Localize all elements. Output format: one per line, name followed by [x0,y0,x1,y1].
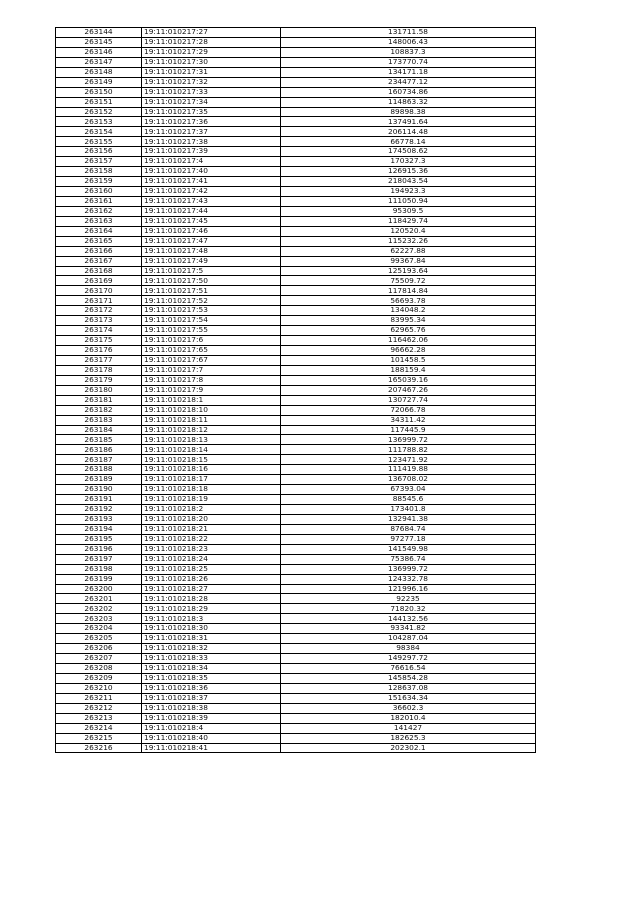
cadastral-number-cell: 19:11:010217:27 [142,28,281,38]
row-id-cell: 263199 [56,574,142,584]
table-row [56,365,536,375]
amount-cell: 202302.1 [281,743,536,753]
table-row [56,326,536,336]
data-table [55,27,536,753]
cadastral-number-cell: 19:11:010218:23 [142,544,281,554]
row-id-cell: 263173 [56,316,142,326]
table-row [56,713,536,723]
table-row [56,723,536,733]
amount-cell: 62965.76 [281,326,536,336]
table-row [56,435,536,445]
table-row [56,296,536,306]
cadastral-number-cell: 19:11:010218:36 [142,683,281,693]
row-id-cell: 263180 [56,385,142,395]
cadastral-number-cell: 19:11:010218:16 [142,465,281,475]
amount-cell: 97277.18 [281,534,536,544]
row-id-cell: 263196 [56,544,142,554]
table-row [56,425,536,435]
row-id-cell: 263210 [56,683,142,693]
amount-cell: 99367.84 [281,256,536,266]
row-id-cell: 263184 [56,425,142,435]
row-id-cell: 263169 [56,276,142,286]
row-id-cell: 263171 [56,296,142,306]
cadastral-number-cell: 19:11:010218:32 [142,644,281,654]
row-id-cell: 263200 [56,584,142,594]
cadastral-number-cell: 19:11:010218:20 [142,514,281,524]
table-row [56,167,536,177]
cadastral-number-cell: 19:11:010217:30 [142,57,281,67]
table-row [56,47,536,57]
row-id-cell: 263164 [56,226,142,236]
cadastral-number-cell: 19:11:010217:32 [142,77,281,87]
row-id-cell: 263192 [56,505,142,515]
table-row [56,246,536,256]
row-id-cell: 263147 [56,57,142,67]
row-id-cell: 263208 [56,664,142,674]
row-id-cell: 263151 [56,97,142,107]
cadastral-number-cell: 19:11:010218:41 [142,743,281,753]
amount-cell: 136999.72 [281,435,536,445]
row-id-cell: 263211 [56,693,142,703]
amount-cell: 116462.06 [281,336,536,346]
table-row [56,28,536,38]
row-id-cell: 263206 [56,644,142,654]
table-row [56,375,536,385]
row-id-cell: 263215 [56,733,142,743]
table-row [56,107,536,117]
amount-cell: 234477.12 [281,77,536,87]
amount-cell: 95309.5 [281,206,536,216]
cadastral-number-cell: 19:11:010217:48 [142,246,281,256]
table-row [56,355,536,365]
cadastral-number-cell: 19:11:010217:42 [142,187,281,197]
table-row [56,475,536,485]
table-row [56,495,536,505]
cadastral-number-cell: 19:11:010217:8 [142,375,281,385]
amount-cell: 136708.02 [281,475,536,485]
amount-cell: 173401.8 [281,505,536,515]
row-id-cell: 263176 [56,346,142,356]
cadastral-number-cell: 19:11:010218:30 [142,624,281,634]
amount-cell: 117814.84 [281,286,536,296]
amount-cell: 120520.4 [281,226,536,236]
row-id-cell: 263156 [56,147,142,157]
row-id-cell: 263148 [56,67,142,77]
amount-cell: 62227.88 [281,246,536,256]
amount-cell: 136999.72 [281,564,536,574]
amount-cell: 114863.32 [281,97,536,107]
cadastral-number-cell: 19:11:010217:5 [142,266,281,276]
row-id-cell: 263179 [56,375,142,385]
table-row [56,306,536,316]
cadastral-number-cell: 19:11:010217:53 [142,306,281,316]
amount-cell: 72066.78 [281,405,536,415]
table-row [56,346,536,356]
row-id-cell: 263213 [56,713,142,723]
amount-cell: 92235 [281,594,536,604]
row-id-cell: 263205 [56,634,142,644]
row-id-cell: 263189 [56,475,142,485]
cadastral-number-cell: 19:11:010217:67 [142,355,281,365]
cadastral-number-cell: 19:11:010217:31 [142,67,281,77]
cadastral-number-cell: 19:11:010217:49 [142,256,281,266]
amount-cell: 104287.04 [281,634,536,644]
table-row [56,673,536,683]
table-row [56,654,536,664]
table-row [56,405,536,415]
amount-cell: 149297.72 [281,654,536,664]
table-row [56,137,536,147]
cadastral-number-cell: 19:11:010218:12 [142,425,281,435]
cadastral-number-cell: 19:11:010217:38 [142,137,281,147]
table-row [56,465,536,475]
amount-cell: 125193.64 [281,266,536,276]
amount-cell: 174508.62 [281,147,536,157]
cadastral-number-cell: 19:11:010218:22 [142,534,281,544]
table-row [56,177,536,187]
cadastral-number-cell: 19:11:010217:50 [142,276,281,286]
row-id-cell: 263159 [56,177,142,187]
row-id-cell: 263158 [56,167,142,177]
cadastral-number-cell: 19:11:010218:24 [142,554,281,564]
cadastral-number-cell: 19:11:010217:41 [142,177,281,187]
table-row [56,286,536,296]
amount-cell: 182625.3 [281,733,536,743]
table-row [56,524,536,534]
cadastral-number-cell: 19:11:010217:6 [142,336,281,346]
cadastral-number-cell: 19:11:010217:46 [142,226,281,236]
row-id-cell: 263181 [56,395,142,405]
row-id-cell: 263177 [56,355,142,365]
amount-cell: 182010.4 [281,713,536,723]
row-id-cell: 263202 [56,604,142,614]
cadastral-number-cell: 19:11:010217:37 [142,127,281,137]
amount-cell: 130727.74 [281,395,536,405]
cadastral-number-cell: 19:11:010218:10 [142,405,281,415]
amount-cell: 141427 [281,723,536,733]
cadastral-number-cell: 19:11:010217:7 [142,365,281,375]
amount-cell: 115232.26 [281,236,536,246]
row-id-cell: 263201 [56,594,142,604]
row-id-cell: 263172 [56,306,142,316]
table-row [56,316,536,326]
table-row [56,584,536,594]
table-row [56,385,536,395]
amount-cell: 71820.32 [281,604,536,614]
amount-cell: 118429.74 [281,216,536,226]
table-row [56,544,536,554]
row-id-cell: 263207 [56,654,142,664]
cadastral-number-cell: 19:11:010218:39 [142,713,281,723]
amount-cell: 96662.28 [281,346,536,356]
cadastral-number-cell: 19:11:010218:33 [142,654,281,664]
table-row [56,604,536,614]
row-id-cell: 263170 [56,286,142,296]
amount-cell: 148006.43 [281,37,536,47]
amount-cell: 131711.58 [281,28,536,38]
table-row [56,574,536,584]
row-id-cell: 263195 [56,534,142,544]
table-row [56,57,536,67]
table-row [56,733,536,743]
amount-cell: 34311.42 [281,415,536,425]
table-row [56,336,536,346]
amount-cell: 76616.54 [281,664,536,674]
cadastral-number-cell: 19:11:010218:18 [142,485,281,495]
cadastral-number-cell: 19:11:010217:39 [142,147,281,157]
cadastral-number-cell: 19:11:010218:13 [142,435,281,445]
row-id-cell: 263146 [56,47,142,57]
row-id-cell: 263166 [56,246,142,256]
amount-cell: 137491.64 [281,117,536,127]
row-id-cell: 263144 [56,28,142,38]
table-row [56,77,536,87]
row-id-cell: 263194 [56,524,142,534]
table-row [56,147,536,157]
table-row [56,226,536,236]
cadastral-number-cell: 19:11:010217:28 [142,37,281,47]
cadastral-number-cell: 19:11:010218:1 [142,395,281,405]
table-row [56,187,536,197]
cadastral-number-cell: 19:11:010218:28 [142,594,281,604]
amount-cell: 165039.16 [281,375,536,385]
table-row [56,445,536,455]
amount-cell: 93341.82 [281,624,536,634]
amount-cell: 141549.98 [281,544,536,554]
amount-cell: 207467.26 [281,385,536,395]
row-id-cell: 263216 [56,743,142,753]
table-row [56,97,536,107]
row-id-cell: 263168 [56,266,142,276]
cadastral-number-cell: 19:11:010217:54 [142,316,281,326]
row-id-cell: 263187 [56,455,142,465]
cadastral-number-cell: 19:11:010218:14 [142,445,281,455]
cadastral-number-cell: 19:11:010218:26 [142,574,281,584]
table-row [56,554,536,564]
table-row [56,634,536,644]
amount-cell: 83995.34 [281,316,536,326]
amount-cell: 132941.38 [281,514,536,524]
row-id-cell: 263191 [56,495,142,505]
amount-cell: 87684.74 [281,524,536,534]
amount-cell: 124332.78 [281,574,536,584]
cadastral-number-cell: 19:11:010218:29 [142,604,281,614]
row-id-cell: 263188 [56,465,142,475]
amount-cell: 36602.3 [281,703,536,713]
cadastral-number-cell: 19:11:010217:44 [142,206,281,216]
table-row [56,534,536,544]
cadastral-number-cell: 19:11:010218:4 [142,723,281,733]
row-id-cell: 263214 [56,723,142,733]
cadastral-number-cell: 19:11:010217:47 [142,236,281,246]
table-row [56,693,536,703]
cadastral-number-cell: 19:11:010218:37 [142,693,281,703]
cadastral-number-cell: 19:11:010217:65 [142,346,281,356]
table-row [56,644,536,654]
cadastral-number-cell: 19:11:010217:34 [142,97,281,107]
amount-cell: 194923.3 [281,187,536,197]
amount-cell: 128637.08 [281,683,536,693]
cadastral-number-cell: 19:11:010217:9 [142,385,281,395]
table-row [56,196,536,206]
cadastral-number-cell: 19:11:010217:40 [142,167,281,177]
cadastral-number-cell: 19:11:010218:15 [142,455,281,465]
row-id-cell: 263204 [56,624,142,634]
row-id-cell: 263160 [56,187,142,197]
amount-cell: 134048.2 [281,306,536,316]
table-row [56,514,536,524]
amount-cell: 101458.5 [281,355,536,365]
table-row [56,236,536,246]
row-id-cell: 263149 [56,77,142,87]
table-row [56,664,536,674]
row-id-cell: 263161 [56,196,142,206]
row-id-cell: 263193 [56,514,142,524]
cadastral-number-cell: 19:11:010218:34 [142,664,281,674]
table-body [56,28,536,753]
cadastral-number-cell: 19:11:010217:36 [142,117,281,127]
cadastral-number-cell: 19:11:010218:17 [142,475,281,485]
amount-cell: 88545.6 [281,495,536,505]
table-row [56,276,536,286]
table-row [56,157,536,167]
amount-cell: 98384 [281,644,536,654]
table-row [56,743,536,753]
row-id-cell: 263175 [56,336,142,346]
table-row [56,67,536,77]
table-row [56,505,536,515]
row-id-cell: 263203 [56,614,142,624]
cadastral-number-cell: 19:11:010218:25 [142,564,281,574]
table-row [56,216,536,226]
table-row [56,117,536,127]
cadastral-number-cell: 19:11:010217:51 [142,286,281,296]
cadastral-number-cell: 19:11:010218:11 [142,415,281,425]
amount-cell: 206114.48 [281,127,536,137]
row-id-cell: 263162 [56,206,142,216]
table-row [56,455,536,465]
cadastral-number-cell: 19:11:010218:31 [142,634,281,644]
amount-cell: 126915.36 [281,167,536,177]
amount-cell: 117445.9 [281,425,536,435]
amount-cell: 75509.72 [281,276,536,286]
table-row [56,266,536,276]
amount-cell: 75386.74 [281,554,536,564]
row-id-cell: 263212 [56,703,142,713]
table-row [56,703,536,713]
table-row [56,37,536,47]
table-row [56,683,536,693]
cadastral-number-cell: 19:11:010218:38 [142,703,281,713]
amount-cell: 108837.3 [281,47,536,57]
amount-cell: 151634.34 [281,693,536,703]
table-row [56,256,536,266]
cadastral-number-cell: 19:11:010218:21 [142,524,281,534]
cadastral-number-cell: 19:11:010218:19 [142,495,281,505]
table-row [56,614,536,624]
amount-cell: 134171.18 [281,67,536,77]
cadastral-number-cell: 19:11:010217:45 [142,216,281,226]
amount-cell: 111419.88 [281,465,536,475]
row-id-cell: 263155 [56,137,142,147]
row-id-cell: 263186 [56,445,142,455]
row-id-cell: 263174 [56,326,142,336]
cadastral-number-cell: 19:11:010217:33 [142,87,281,97]
amount-cell: 188159.4 [281,365,536,375]
amount-cell: 111788.82 [281,445,536,455]
table-row [56,127,536,137]
row-id-cell: 263167 [56,256,142,266]
amount-cell: 145854.28 [281,673,536,683]
amount-cell: 218043.54 [281,177,536,187]
row-id-cell: 263197 [56,554,142,564]
amount-cell: 89898.38 [281,107,536,117]
table-row [56,624,536,634]
cadastral-number-cell: 19:11:010217:35 [142,107,281,117]
amount-cell: 66778.14 [281,137,536,147]
cadastral-number-cell: 19:11:010218:2 [142,505,281,515]
cadastral-number-cell: 19:11:010217:43 [142,196,281,206]
cadastral-number-cell: 19:11:010217:4 [142,157,281,167]
cadastral-number-cell: 19:11:010217:55 [142,326,281,336]
table-row [56,594,536,604]
amount-cell: 170327.3 [281,157,536,167]
table-row [56,87,536,97]
amount-cell: 123471.92 [281,455,536,465]
table-row [56,415,536,425]
row-id-cell: 263163 [56,216,142,226]
row-id-cell: 263145 [56,37,142,47]
cadastral-number-cell: 19:11:010217:52 [142,296,281,306]
row-id-cell: 263178 [56,365,142,375]
row-id-cell: 263150 [56,87,142,97]
row-id-cell: 263157 [56,157,142,167]
row-id-cell: 263198 [56,564,142,574]
cadastral-number-cell: 19:11:010218:3 [142,614,281,624]
amount-cell: 111050.94 [281,196,536,206]
row-id-cell: 263185 [56,435,142,445]
amount-cell: 67393.04 [281,485,536,495]
row-id-cell: 263190 [56,485,142,495]
row-id-cell: 263182 [56,405,142,415]
amount-cell: 173770.74 [281,57,536,67]
row-id-cell: 263154 [56,127,142,137]
table-row [56,206,536,216]
row-id-cell: 263165 [56,236,142,246]
row-id-cell: 263152 [56,107,142,117]
row-id-cell: 263209 [56,673,142,683]
table-row [56,485,536,495]
row-id-cell: 263183 [56,415,142,425]
cadastral-number-cell: 19:11:010218:35 [142,673,281,683]
amount-cell: 160734.86 [281,87,536,97]
row-id-cell: 263153 [56,117,142,127]
cadastral-number-cell: 19:11:010218:40 [142,733,281,743]
table-row [56,564,536,574]
amount-cell: 56693.78 [281,296,536,306]
table-row [56,395,536,405]
amount-cell: 144132.56 [281,614,536,624]
cadastral-number-cell: 19:11:010218:27 [142,584,281,594]
cadastral-number-cell: 19:11:010217:29 [142,47,281,57]
amount-cell: 121996.16 [281,584,536,594]
